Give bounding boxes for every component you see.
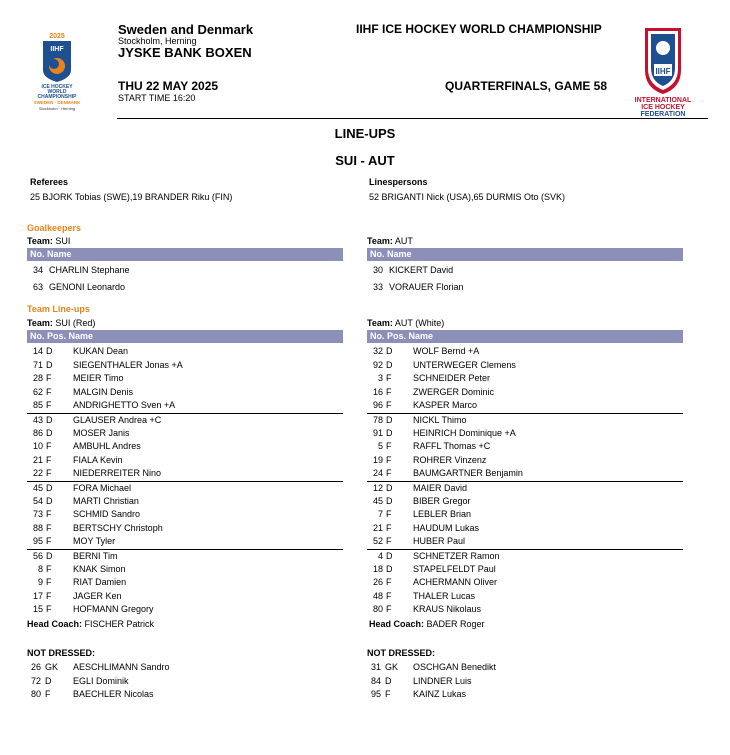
game-date: THU 22 MAY 2025 (118, 79, 219, 93)
head-coach-name: BADER Roger (426, 619, 485, 629)
player-number: 92 (372, 359, 383, 370)
player-position: F (386, 604, 392, 615)
player-name: GLAUSER Andrea +C (73, 415, 162, 425)
player-row (27, 495, 343, 509)
player-position: F (46, 590, 52, 601)
player-number: 91 (372, 427, 383, 438)
player-number: 28 (32, 373, 43, 384)
player-name: HEINRICH Dominique +A (413, 427, 516, 438)
logo-line2: WORLD (47, 89, 67, 95)
player-number: 4 (377, 551, 383, 561)
player-row (27, 359, 343, 373)
player-name: UNTERWEGER Clemens (413, 359, 516, 370)
player-number: 52 (372, 536, 383, 547)
player-position: F (46, 468, 52, 479)
player-row (367, 508, 683, 522)
player-name: NIEDERREITER Nino (73, 468, 162, 479)
game-label: QUARTERFINALS, GAME 58 (445, 79, 608, 93)
team-label: Team: (27, 318, 53, 328)
player-number: 63 (32, 282, 43, 292)
player-number: 21 (372, 522, 383, 533)
championship-title: IIHF ICE HOCKEY WORLD CHAMPIONSHIP (356, 22, 602, 36)
head-coach-left (27, 619, 154, 629)
player-number: 16 (372, 386, 383, 397)
host-countries: Sweden and Denmark (118, 22, 254, 37)
lineups-heading: Team Line-ups (27, 304, 90, 314)
linespersons-label: Linespersons (369, 177, 428, 187)
player-row (27, 603, 343, 617)
player-position: D (46, 359, 53, 370)
player-position: F (46, 441, 52, 452)
player-number: 10 (32, 441, 43, 452)
player-number: 15 (32, 604, 43, 615)
player-position: F (46, 577, 52, 588)
player-number: 17 (32, 590, 43, 601)
team-label: Team: (27, 236, 53, 246)
player-position: D (46, 483, 53, 493)
player-position: F (46, 373, 52, 384)
player-row (27, 535, 343, 549)
team-label: Team: (367, 318, 393, 328)
player-name: ANDRIGHETTO Sven +A (73, 400, 176, 411)
player-position: F (386, 386, 392, 397)
player-position: F (386, 454, 392, 465)
lineup-team-left (27, 318, 95, 328)
header-divider (117, 118, 708, 119)
logo-right-line3: FEDERATION (640, 111, 686, 118)
player-number: 26 (30, 662, 41, 672)
linespersons-list: 52 BRIGANTI Nick (USA),65 DURMIS Oto (SVK) (369, 192, 566, 202)
player-row (367, 535, 683, 549)
player-row (367, 386, 683, 400)
team-name: SUI (Red) (55, 318, 96, 328)
logo-right-line2: ICE HOCKEY (641, 104, 685, 111)
player-number: 80 (30, 689, 41, 699)
player-name: NICKL Thimo (413, 415, 467, 425)
player-name: SCHMID Sandro (73, 509, 141, 520)
gk-header-right: No. Name (367, 248, 683, 261)
logo-line5: Stockholm · Herning (38, 106, 76, 111)
player-name: THALER Lucas (413, 590, 476, 601)
player-number: 21 (32, 454, 43, 465)
player-number: 18 (372, 563, 383, 574)
player-number: 73 (32, 509, 43, 520)
head-coach-name: FISCHER Patrick (84, 619, 155, 629)
player-row (367, 372, 683, 386)
player-position: D (386, 551, 393, 561)
player-number: 19 (372, 454, 383, 465)
player-number: 32 (372, 346, 383, 356)
player-row (27, 688, 343, 702)
player-row (367, 522, 683, 536)
player-position: F (46, 563, 52, 574)
player-position: F (386, 577, 392, 588)
player-name: VORAUER Florian (389, 282, 464, 292)
player-name: KICKERT David (389, 265, 454, 275)
team-name: SUI (55, 236, 71, 246)
player-position: D (386, 415, 393, 425)
player-number: 34 (32, 265, 43, 275)
player-number: 56 (32, 551, 43, 561)
logo-right-brand: IIHF (655, 67, 671, 76)
player-row (27, 675, 343, 689)
player-name: BAECHLER Nicolas (73, 689, 154, 699)
player-number: 78 (372, 415, 383, 425)
player-position: D (386, 495, 393, 506)
player-position: D (46, 495, 53, 506)
player-row (27, 467, 343, 481)
player-name: LEBLER Brian (413, 509, 472, 520)
team-name: AUT (394, 236, 413, 246)
player-number: 85 (32, 400, 43, 411)
section-title: LINE-UPS (334, 126, 396, 141)
player-position: F (386, 509, 392, 520)
player-position: F (385, 689, 391, 699)
player-row (367, 603, 683, 617)
head-coach-label: Head Coach: (369, 619, 425, 629)
player-number: 86 (32, 427, 43, 438)
player-number: 80 (372, 604, 383, 615)
not-dressed-heading-right: NOT DRESSED: (367, 648, 436, 658)
player-name: KAINZ Lukas (413, 689, 467, 699)
player-number: 33 (372, 282, 383, 292)
player-row (367, 576, 683, 590)
player-number: 71 (32, 359, 43, 370)
player-position: F (386, 373, 392, 384)
player-number: 72 (30, 675, 41, 686)
arena-name: JYSKE BANK BOXEN (118, 45, 252, 60)
player-name: HUBER Paul (413, 536, 466, 547)
player-name: ROHRER Vinzenz (413, 454, 487, 465)
player-position: F (386, 400, 392, 411)
player-name: GENONI Leonardo (49, 282, 126, 292)
player-number: 84 (370, 675, 381, 686)
player-name: AMBUHL Andres (73, 441, 141, 452)
lineup-team-right (367, 318, 444, 328)
player-name: EGLI Dominik (73, 675, 129, 686)
player-position: D (46, 346, 53, 356)
player-position: F (386, 468, 392, 479)
player-row (367, 495, 683, 509)
matchup-title: SUI - AUT (335, 153, 395, 168)
player-row (367, 454, 683, 468)
player-row (27, 590, 343, 604)
player-position: F (386, 536, 392, 547)
player-number: 45 (32, 483, 43, 493)
player-number: 24 (372, 468, 383, 479)
logo-line4: SWEDEN · DENMARK (33, 100, 81, 105)
player-row (367, 675, 683, 689)
player-name: KNAK Simon (73, 563, 126, 574)
player-position: F (46, 536, 52, 547)
player-position: F (46, 604, 52, 615)
player-number: 88 (32, 522, 43, 533)
host-cities: Stockholm, Herning (118, 36, 197, 46)
player-name: MAIER David (413, 483, 468, 493)
player-name: ACHERMANN Oliver (413, 577, 498, 588)
player-position: F (46, 400, 52, 411)
player-name: MOY Tyler (73, 536, 116, 547)
gk-row (27, 281, 343, 295)
player-position: D (386, 483, 393, 493)
player-row (27, 481, 343, 496)
player-name: SCHNETZER Ramon (413, 551, 500, 561)
player-name: BERTSCHY Christoph (73, 522, 163, 533)
player-number: 96 (372, 400, 383, 411)
player-row (27, 454, 343, 468)
player-row (27, 522, 343, 536)
player-number: 12 (372, 483, 383, 493)
logo-year: 2025 (49, 33, 65, 40)
player-row (367, 467, 683, 481)
player-position: GK (385, 662, 399, 672)
player-row (27, 576, 343, 590)
lineup-header-left: No. Pos. Name (27, 330, 343, 343)
lineup-header-right: No. Pos. Name (367, 330, 683, 343)
player-name: MALGIN Denis (73, 386, 134, 397)
head-coach-label: Head Coach: (27, 619, 83, 629)
gk-header-left: No. Name (27, 248, 343, 261)
player-position: D (46, 427, 53, 438)
player-number: 54 (32, 495, 43, 506)
player-name: KASPER Marco (413, 400, 478, 411)
player-position: GK (45, 662, 59, 672)
player-number: 14 (32, 346, 43, 356)
player-name: BIBER Gregor (413, 495, 471, 506)
player-row (367, 549, 683, 564)
player-number: 62 (32, 386, 43, 397)
player-position: F (45, 689, 51, 699)
player-name: HOFMANN Gregory (73, 604, 154, 615)
player-position: D (46, 551, 53, 561)
player-name: KUKAN Dean (73, 346, 129, 356)
iihf-logo (628, 26, 698, 118)
player-position: F (386, 590, 392, 601)
player-name: HAUDUM Lukas (413, 522, 480, 533)
player-name: SCHNEIDER Peter (413, 373, 491, 384)
player-position: D (45, 675, 52, 686)
player-name: RIAT Damien (73, 577, 127, 588)
player-row (27, 440, 343, 454)
player-name: MARTI Christian (73, 495, 139, 506)
gk-row (367, 264, 683, 278)
player-name: SIEGENTHALER Jonas +A (73, 359, 183, 370)
player-name: KRAUS Nikolaus (413, 604, 482, 615)
player-row (27, 413, 343, 428)
gk-row (27, 264, 343, 278)
player-row (367, 563, 683, 577)
player-name: AESCHLIMANN Sandro (73, 662, 170, 672)
player-number: 43 (32, 415, 43, 425)
referees-label: Referees (30, 177, 69, 187)
gk-row (367, 281, 683, 295)
player-row (27, 399, 343, 413)
player-row (367, 427, 683, 441)
player-row (27, 427, 343, 441)
player-row (27, 661, 343, 675)
referees-list: 25 BJORK Tobias (SWE),19 BRANDER Riku (FIN) (30, 192, 233, 202)
player-row (27, 372, 343, 386)
player-row (27, 549, 343, 564)
player-name: MOSER Janis (73, 427, 130, 438)
goalkeepers-heading: Goalkeepers (27, 223, 82, 233)
player-row (27, 563, 343, 577)
player-position: D (386, 563, 393, 574)
team-name: AUT (White) (394, 318, 445, 328)
player-row (367, 359, 683, 373)
player-position: D (385, 675, 392, 686)
player-row (367, 345, 683, 359)
player-row (367, 440, 683, 454)
player-position: D (46, 415, 53, 425)
player-name: MEIER Timo (73, 373, 124, 384)
player-number: 22 (32, 468, 43, 479)
player-number: 30 (372, 265, 383, 275)
player-name: BAUMGARTNER Benjamin (413, 468, 523, 479)
head-coach-right (369, 619, 485, 629)
player-number: 9 (37, 577, 43, 588)
start-time: START TIME 16:20 (118, 93, 196, 103)
player-name: OSCHGAN Benedikt (413, 662, 497, 672)
logo-brand: IIHF (50, 46, 64, 53)
player-name: STAPELFELDT Paul (413, 563, 496, 574)
player-number: 48 (372, 590, 383, 601)
player-name: ZWERGER Dominic (413, 386, 495, 397)
player-row (367, 590, 683, 604)
player-row (367, 688, 683, 702)
logo-line3: CHAMPIONSHIP (37, 94, 77, 100)
player-position: D (386, 346, 393, 356)
player-name: FIALA Kevin (73, 454, 123, 465)
player-name: FORA Michael (73, 483, 132, 493)
player-number: 45 (372, 495, 383, 506)
gk-team-left (27, 236, 70, 246)
player-position: F (386, 441, 392, 452)
player-position: F (386, 522, 392, 533)
player-name: WOLF Bernd +A (413, 346, 480, 356)
player-name: CHARLIN Stephane (49, 265, 130, 275)
logo-line1: ICE HOCKEY (41, 84, 73, 90)
player-row (27, 386, 343, 400)
player-number: 8 (37, 563, 43, 574)
player-name: BERNI Tim (73, 551, 118, 561)
player-position: F (46, 386, 52, 397)
player-number: 95 (370, 689, 381, 699)
player-name: RAFFL Thomas +C (413, 441, 491, 452)
player-position: D (386, 427, 393, 438)
player-name: LINDNER Luis (413, 675, 472, 686)
player-position: F (46, 454, 52, 465)
player-row (367, 661, 683, 675)
logo-right-line1: INTERNATIONAL (634, 97, 692, 104)
not-dressed-heading-left: NOT DRESSED: (27, 648, 96, 658)
team-label: Team: (367, 236, 393, 246)
player-number: 31 (370, 662, 381, 672)
gk-team-right (367, 236, 413, 246)
player-position: F (46, 509, 52, 520)
player-position: D (386, 359, 393, 370)
player-row (27, 345, 343, 359)
player-position: F (46, 522, 52, 533)
player-number: 95 (32, 536, 43, 547)
player-number: 5 (377, 441, 383, 452)
player-row (367, 481, 683, 496)
championship-logo (24, 30, 90, 116)
player-row (367, 399, 683, 413)
player-number: 26 (372, 577, 383, 588)
player-name: JAGER Ken (73, 590, 122, 601)
player-number: 7 (377, 509, 383, 520)
player-row (27, 508, 343, 522)
player-row (367, 413, 683, 428)
player-number: 3 (377, 373, 383, 384)
